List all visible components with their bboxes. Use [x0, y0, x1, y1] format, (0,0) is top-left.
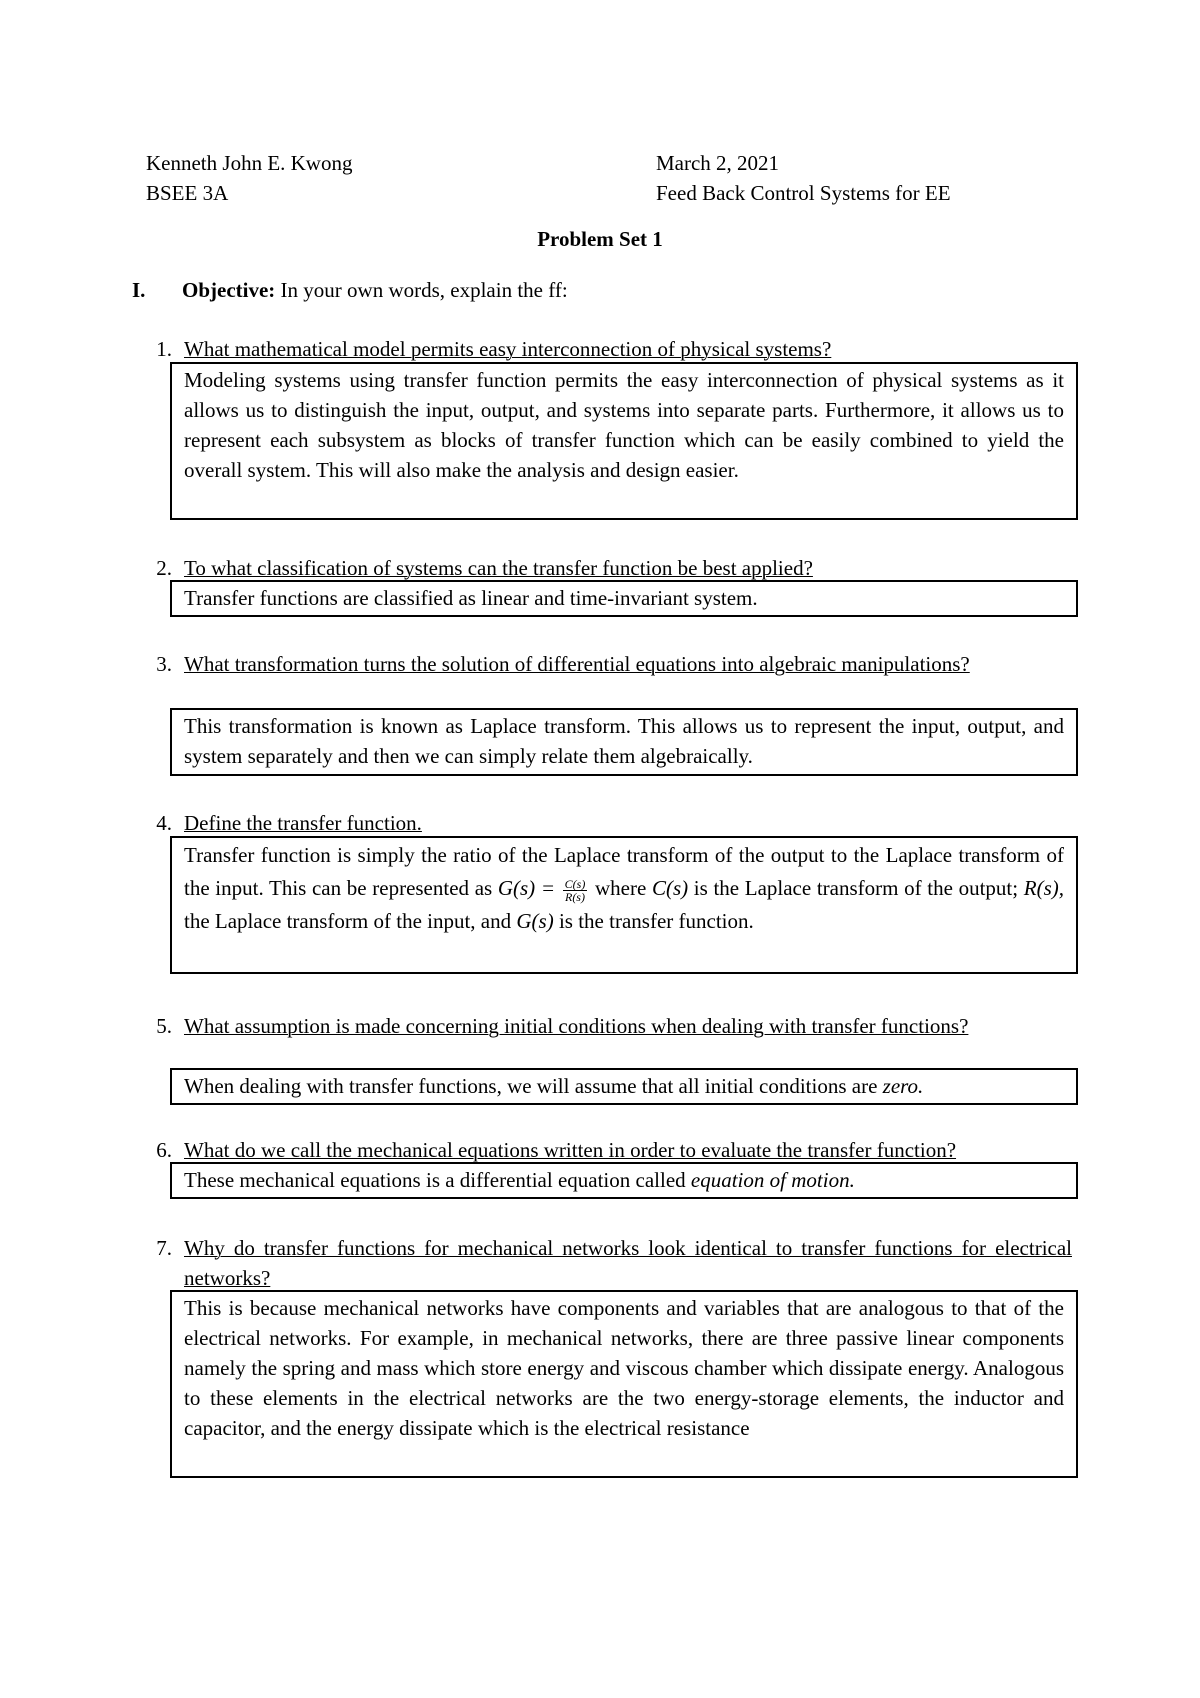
answer-box-7: This is because mechanical networks have components and variables that are analogous to that of the electrical networks. For example, in mechanical networks, there are three passive linear components namely the spring and mass which store energy and viscous chamber which dissipate energy. Analogous to these elements in the electrical networks are the two energy-storage elements, the inductor and capacitor, and the energy dissipate which is the electrical resistance [170, 1290, 1078, 1478]
question-4 [142, 808, 1072, 838]
question-number: 5. [156, 1014, 172, 1038]
question-number: 3. [156, 652, 172, 676]
question-5 [142, 1011, 1072, 1041]
question-6 [142, 1135, 1072, 1165]
transfer-fraction [563, 878, 588, 903]
answer-box-4 [170, 836, 1078, 974]
question-number: 2. [156, 556, 172, 580]
answer-text: where [594, 876, 647, 900]
question-text: Define the transfer function. [184, 811, 422, 835]
section-label: Objective: [182, 278, 276, 302]
question-text: What transformation turns the solution of differential equations into algebraic manipulations? [184, 652, 970, 676]
document-header [146, 148, 1026, 208]
formula-r-of-s: R(s), [1023, 876, 1065, 900]
course-title: Feed Back Control Systems for EE [656, 181, 951, 205]
formula-g-of-s-2: G(s) [516, 909, 554, 933]
formula-c-of-s: C(s) [651, 876, 689, 900]
author-name: Kenneth John E. Kwong [146, 151, 353, 175]
answer-text: Transfer function is simply the ratio of the Laplace transform of the output to the Laplace transform of the input. This can be represented as [184, 843, 1064, 900]
answer-text: the Laplace transform of the input, and [184, 909, 512, 933]
question-7 [142, 1233, 1072, 1293]
question-number: 4. [156, 811, 172, 835]
question-text: Why do transfer functions for mechanical networks look identical to transfer functions for electrical networks? [184, 1236, 1072, 1290]
question-text: What mathematical model permits easy interconnection of physical systems? [184, 337, 832, 361]
section-instruction: In your own words, explain the ff: [280, 278, 568, 302]
fraction-denominator: R(s) [564, 889, 585, 904]
answer-emphasis: zero. [882, 1074, 924, 1098]
answer-box-6 [170, 1162, 1078, 1199]
section-heading [132, 275, 1092, 305]
answer-text: is the transfer function. [558, 909, 754, 933]
answer-text: These mechanical equations is a differential equation called [184, 1168, 686, 1192]
fraction-numerator: C(s) [564, 876, 586, 891]
page-title: Problem Set 1 [537, 227, 663, 251]
question-number: 1. [156, 337, 172, 361]
formula-g-of-s: G(s) = [497, 876, 555, 900]
answer-text: is the Laplace transform of the output; [693, 876, 1019, 900]
question-number: 6. [156, 1138, 172, 1162]
answer-box-2: Transfer functions are classified as linear and time-invariant system. [170, 580, 1078, 617]
answer-box-5 [170, 1068, 1078, 1105]
question-3 [142, 649, 1072, 679]
answer-box-3: This transformation is known as Laplace transform. This allows us to represent the input, output, and system separately and then we can simply relate them algebraically. [170, 708, 1078, 776]
answer-emphasis: equation of motion. [690, 1168, 855, 1192]
section-numeral: I. [132, 278, 146, 302]
class-section: BSEE 3A [146, 181, 229, 205]
question-text: What assumption is made concerning initial conditions when dealing with transfer functions? [184, 1014, 969, 1038]
answer-text: When dealing with transfer functions, we will assume that all initial conditions are [184, 1074, 878, 1098]
question-text: To what classification of systems can the transfer function be best applied? [184, 556, 813, 580]
question-number: 7. [156, 1236, 172, 1260]
document-date: March 2, 2021 [656, 151, 780, 175]
question-text: What do we call the mechanical equations written in order to evaluate the transfer function? [184, 1138, 957, 1162]
answer-box-1: Modeling systems using transfer function permits the easy interconnection of physical systems as it allows us to distinguish the input, output, and systems into separate parts. Furthermore, it allows us to represent each subsystem as blocks of transfer function which can be easily combined to yield the overall system. This will also make the analysis and design easier. [170, 362, 1078, 520]
question-1 [142, 334, 1072, 364]
question-2 [142, 553, 1072, 583]
